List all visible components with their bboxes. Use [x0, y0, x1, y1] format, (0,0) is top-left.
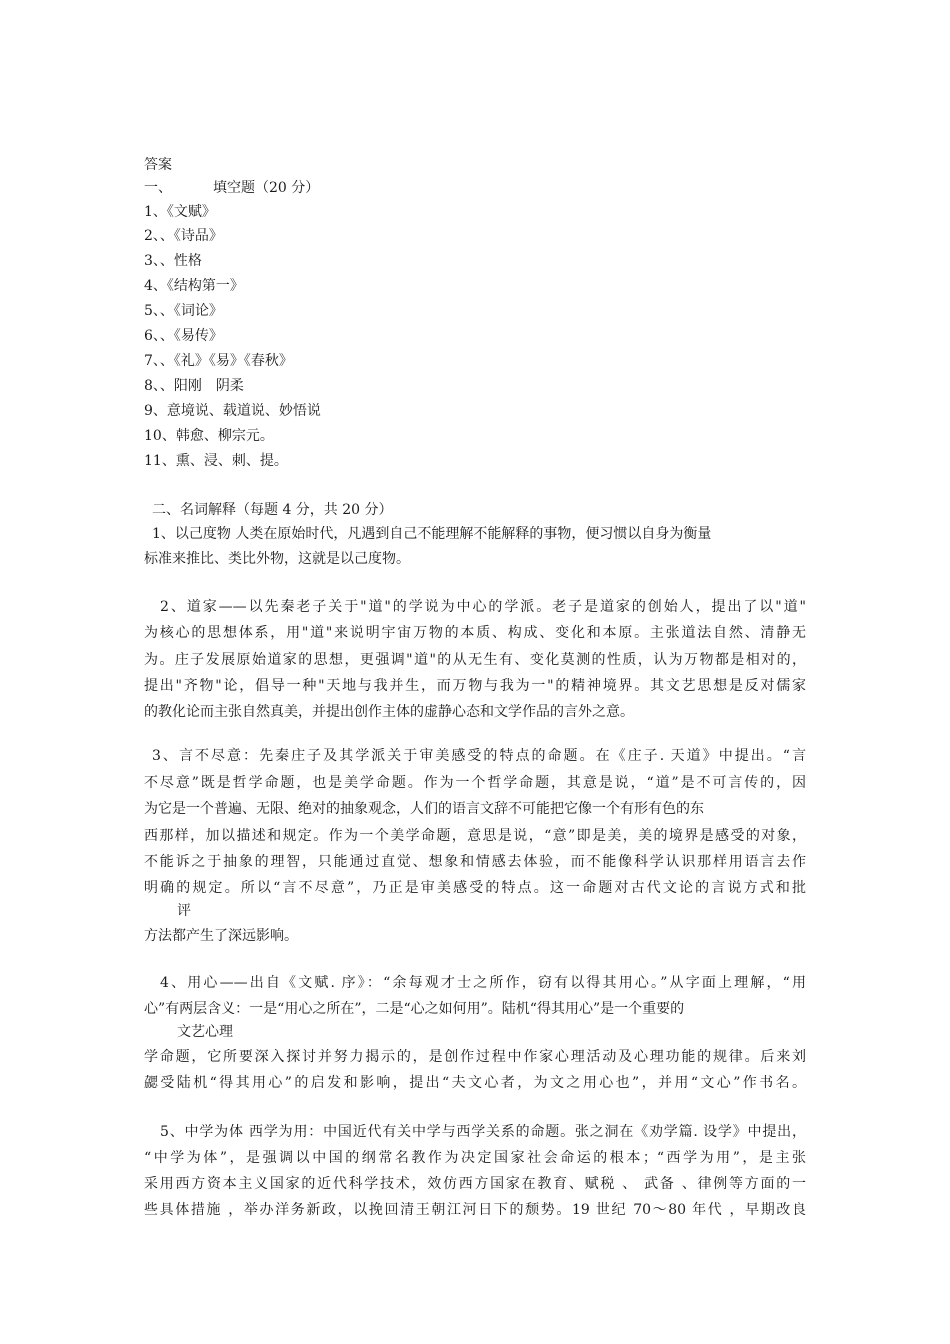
- term-paragraph-line: 1、以己度物 人类在原始时代，凡遇到自己不能理解不能解释的事物，便习惯以自身为衡量: [152, 526, 712, 542]
- term-paragraph-line: 为。庄子发展原始道家的思想，更强调"道"的从无生有、变化莫测的性质，认为万物都是相对的，: [144, 652, 806, 668]
- term-paragraph-line: 文艺心理: [177, 1024, 233, 1040]
- term-paragraph-line: 3、言不尽意：先秦庄子及其学派关于审美感受的特点的命题。在《庄子. 天道》中提出。“言: [152, 748, 806, 764]
- term-paragraph-line: 4、用心——出自《文赋. 序》：“余每观才士之所作，窃有以得其用心。”从字面上理解，“用: [160, 975, 806, 991]
- fill-blank-answer: 8、、阳刚 阴柔: [144, 378, 244, 394]
- section2-heading: 二、名词解释（每题 4 分，共 20 分）: [152, 502, 393, 518]
- term-paragraph-line: 为它是一个普遍、无限、绝对的抽象观念，人们的语言文辞不可能把它像一个有形有色的东: [144, 801, 704, 817]
- fill-blank-answer: 9、意境说、载道说、妙悟说: [144, 403, 321, 419]
- term-paragraph-line: 西那样，加以描述和规定。作为一个美学命题，意思是说，“意”即是美，美的境界是感受的对象，: [144, 828, 806, 844]
- term-paragraph-line: 学命题，它所要深入探讨并努力揭示的，是创作过程中作家心理活动及心理功能的规律。后来刘: [144, 1049, 806, 1065]
- term-paragraph-line: 采用西方资本主义国家的近代科学技术，效仿西方国家在教育、赋税 、 武备 、律例等方面的一: [144, 1176, 806, 1192]
- term-paragraph-line: 2、道家——以先秦老子关于"道"的学说为中心的学派。老子是道家的创始人，提出了以"道": [160, 599, 806, 615]
- term-paragraph-line: 勰受陆机“得其用心”的启发和影响，提出“夫文心者，为文之用心也”，并用“文心”作书名。: [144, 1075, 806, 1091]
- term-paragraph-line: 心”有两层含义：一是“用心之所在”，二是“心之如何用”。陆机“得其用心”是一个重要的: [144, 1001, 685, 1017]
- term-paragraph-line: 明确的规定。所以“言不尽意”，乃正是审美感受的特点。这一命题对古代文论的言说方式和批: [144, 880, 806, 896]
- fill-blank-answer: 5、、《词论》: [144, 303, 223, 319]
- term-paragraph-line: 方法都产生了深远影响。: [144, 928, 298, 944]
- fill-blank-answer: 7、、《礼》《易》《春秋》: [144, 353, 293, 369]
- term-paragraph-line: 为核心的思想体系，用"道"来说明宇宙万物的本质、构成、变化和本原。主张道法自然、清静无: [144, 625, 806, 641]
- answer-title: 答案: [144, 157, 172, 173]
- fill-blank-answer: 6、、《易传》: [144, 328, 223, 344]
- term-paragraph-line: 些具体措施 ，举办洋务新政，以挽回清王朝江河日下的颓势。19 世纪 70～80 年代 ，早期改良: [144, 1202, 806, 1218]
- fill-blank-answer: 2、、《诗品》: [144, 228, 223, 244]
- fill-blank-answer: 10、韩愈、柳宗元。: [144, 428, 274, 444]
- term-paragraph-line: 5、中学为体 西学为用：中国近代有关中学与西学关系的命题。张之洞在《劝学篇. 设学》中提出，: [160, 1124, 806, 1140]
- term-paragraph-line: “中学为体”，是强调以中国的纲常名教作为决定国家社会命运的根本；“西学为用”，是主张: [144, 1150, 806, 1166]
- term-paragraph-line: 的教化论而主张自然真美，并提出创作主体的虚静心态和文学作品的言外之意。: [144, 704, 634, 720]
- term-paragraph-line: 标准来推比、类比外物，这就是以己度物。: [144, 551, 410, 567]
- section1-heading-text: 填空题（20 分）: [213, 180, 320, 196]
- term-paragraph-line: 不尽意”既是哲学命题，也是美学命题。作为一个哲学命题，其意是说，“道”是不可言传的，因: [144, 775, 806, 791]
- fill-blank-answer: 4、《结构第一》: [144, 278, 244, 294]
- section1-heading-number: 一、: [144, 180, 172, 196]
- term-paragraph-line: 提出"齐物"论，倡导一种"天地与我并生，而万物与我为一"的精神境界。其文艺思想是反对儒家: [144, 678, 806, 694]
- term-paragraph-line: 不能诉之于抽象的理智，只能通过直觉、想象和情感去体验，而不能像科学认识那样用语言去作: [144, 854, 806, 870]
- fill-blank-answer: 1、《文赋》: [144, 204, 216, 220]
- fill-blank-answer: 11、熏、浸、刺、提。: [144, 453, 288, 469]
- fill-blank-answer: 3、、性格: [144, 253, 202, 269]
- term-paragraph-line: 评: [177, 903, 191, 919]
